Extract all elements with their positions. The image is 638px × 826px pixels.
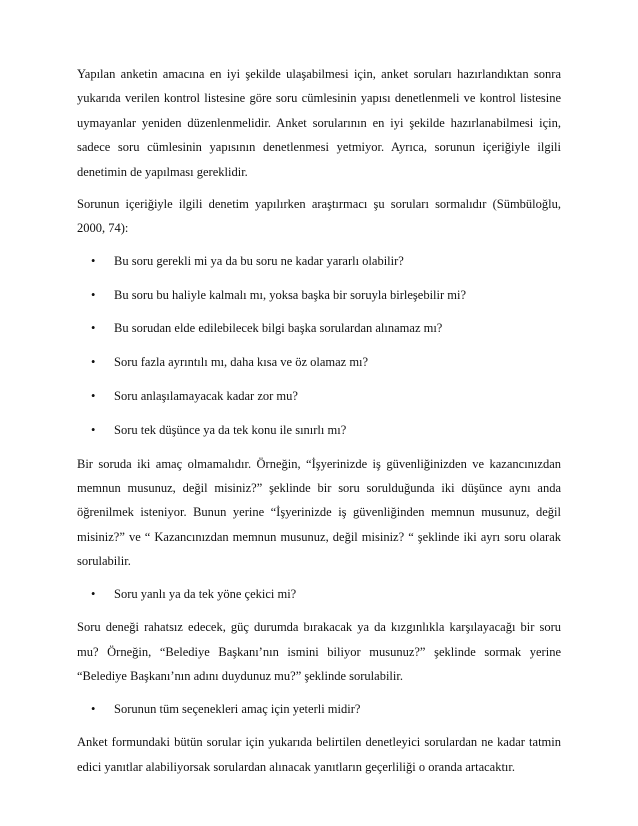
- list-item: [77, 384, 561, 408]
- list-item-text: Soru fazla ayrıntılı mı, daha kısa ve öz olamaz mı?: [114, 355, 369, 370]
- bullet-icon: •: [91, 701, 96, 716]
- bullet-list-options: [77, 697, 561, 721]
- bullet-icon: •: [91, 355, 96, 370]
- list-item: [77, 418, 561, 442]
- list-item: [77, 316, 561, 340]
- list-item: [77, 697, 561, 721]
- list-item: [77, 283, 561, 307]
- list-item-text: Bu sorudan elde edilebilecek bilgi başka sorulardan alınamaz mı?: [114, 321, 443, 336]
- list-item: [77, 582, 561, 606]
- bullet-icon: •: [91, 422, 96, 437]
- paragraph-two-purposes: Bir soruda iki amaç olmamalıdır. Örneğin, “İşyerinizde iş güvenliğinizden ve kazancınızdan memnun musunuz, değil misiniz?” şeklinde bir soru sorulduğunda iki düşünce aynı anda öğrenilmek isteniyor. Bunun yerine “İşyerinizde iş güvenliğinden memnun musunuz, değil misiniz?” ve “ Kazancınızdan memnun musunuz, değil misiniz? “ şeklinde iki ayrı soru olarak sorulabilir.: [77, 456, 561, 569]
- list-item-text: Sorunun tüm seçenekleri amaç için yeterli midir?: [114, 701, 361, 716]
- list-item-text: Bu soru bu haliyle kalmalı mı, yoksa başka bir soruyla birleşebilir mi?: [114, 287, 467, 302]
- bullet-icon: •: [91, 586, 96, 601]
- list-item-text: Soru yanlı ya da tek yöne çekici mi?: [114, 586, 297, 601]
- bullet-icon: •: [91, 389, 96, 404]
- paragraph-content-check: Sorunun içeriğiyle ilgili denetim yapılırken araştırmacı şu soruları sormalıdır (Sümbüloğlu, 2000, 74):: [77, 197, 561, 236]
- list-item-text: Soru tek düşünce ya da tek konu ile sınırlı mı?: [114, 422, 347, 437]
- list-item: [77, 249, 561, 273]
- paragraph-conclusion: Anket formundaki bütün sorular için yukarıda belirtilen denetleyici sorulardan ne kadar tatmin edici yanıtlar alabiliyorsak sorulardan alınacak yanıtların geçerliliği o oranda artacaktır.: [77, 735, 561, 774]
- list-item-text: Soru anlaşılamayacak kadar zor mu?: [114, 389, 298, 404]
- list-item-text: Bu soru gerekli mi ya da bu soru ne kadar yararlı olabilir?: [114, 253, 404, 268]
- paragraph-discomfort: Soru deneği rahatsız edecek, güç durumda bırakacak ya da kızgınlıkla karşılayacağı bir soru mu? Örneğin, “Belediye Başkanı’nın ismini biliyor musunuz?” şeklinde sormak yerine “Belediye Başkanı’nın adını duydunuz mu?” şeklinde sorulabilir.: [77, 620, 561, 684]
- bullet-icon: •: [91, 253, 96, 268]
- bullet-list-content-questions: [77, 249, 561, 442]
- bullet-list-bias: [77, 582, 561, 606]
- bullet-icon: •: [91, 287, 96, 302]
- paragraph-intro: Yapılan anketin amacına en iyi şekilde ulaşabilmesi için, anket soruları hazırlandıktan sonra yukarıda verilen kontrol listesine göre soru cümlesinin yapısı denetlenmeli ve kontrol listesine uymayanlar yeniden düzenlenmelidir. Anket sorularının en iyi şekilde hazırlanabilmesi için, sadece soru cümlesinin yapısının denetlenmesi yetmiyor. Ayrıca, sorunun içeriğiyle ilgili denetimin de yapılması gereklidir.: [77, 67, 561, 179]
- list-item: [77, 350, 561, 374]
- bullet-icon: •: [91, 321, 96, 336]
- document-page: [77, 62, 561, 787]
